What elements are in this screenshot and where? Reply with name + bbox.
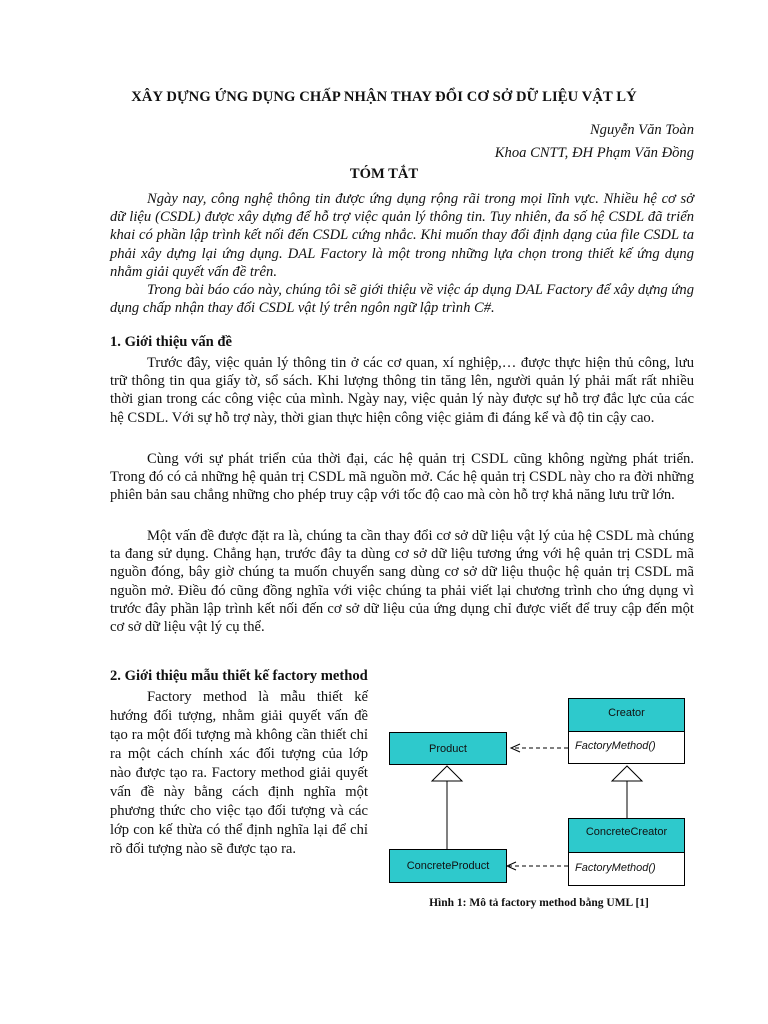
body-paragraph: Factory method là mẫu thiết kế hướng đối tượng, nhằm giải quyết vấn đề tạo ra một đối tượng mà không cần thiết chỉ ra một cách chính xác đối tượng của lớp nào được tạo ra. Factory method giải quyết vấn đề này bằng cách định nghĩa một phương thức cho việc tạo đối tượng và các lớp con kế thừa có thể định nghĩa lại để chỉ rõ đối tượng nào sẽ được tạo ra. (110, 689, 368, 857)
class-creator (568, 698, 685, 764)
class-name: ConcreteCreator (569, 819, 684, 853)
abstract-heading: TÓM TẮT (349, 166, 419, 182)
author-affiliation: Khoa CNTT, ĐH Phạm Văn Đồng (494, 145, 694, 161)
abstract-paragraph: Ngày nay, công nghệ thông tin được ứng dụng rộng rãi trong mọi lĩnh vực. Nhiều hệ cơ sở dữ liệu (CSDL) được xây dựng để hỗ trợ việc quản lý thông tin. Tuy nhiên, đa số hệ CSDL đã triển khai có phần lập trình kết nối đến CSDL cứng nhắc. Khi muốn thay đổi định dạng của file CSDL ta phải xây dựng lại ứng dụng. DAL Factory là một trong những lựa chọn trong thiết kế ứng dụng nhằm giải quyết vấn đề trên. (110, 191, 694, 280)
class-name: Creator (569, 699, 684, 732)
class-name: ConcreteProduct (406, 860, 490, 872)
uml-diagram (385, 695, 693, 887)
inheritance-arrow (612, 766, 642, 781)
paper-title: XÂY DỰNG ỨNG DỤNG CHẤP NHẬN THAY ĐỔI CƠ SỞ DỮ LIỆU VẬT LÝ (131, 89, 637, 105)
body-paragraph: Một vấn đề được đặt ra là, chúng ta cần thay đổi cơ sở dữ liệu vật lý của hệ CSDL mà chúng ta đang sử dụng. Chẳng hạn, trước đây ta dùng cơ sở dữ liệu tương ứng với hệ quản trị CSDL mã nguồn đóng, bây giờ chúng ta muốn chuyển sang dùng cơ sở dữ liệu thuộc hệ quản trị CSDL mã nguồn mở. Điều đó cũng đồng nghĩa với việc chúng ta phải viết lại chương trình cho ứng dụng vì trước đây phần lập trình kết nối đến cơ sở dữ liệu của ứng dụng chỉ được viết để truy cập đến một cơ sở dữ liệu vật lý cụ thể. (110, 528, 694, 636)
body-paragraph: Cùng với sự phát triển của thời đại, các hệ quản trị CSDL cũng không ngừng phát triển. Trong đó có cả những hệ quản trị CSDL mã nguồn mở. Các hệ quản trị CSDL này cho ra đời những phiên bản sau chẳng những cho phép truy cập với tốc độ cao mà còn hỗ trợ khả năng lưu trữ lớn. (110, 451, 694, 504)
class-concrete-product (389, 849, 507, 883)
class-operation: FactoryMethod() (569, 732, 684, 763)
body-paragraph: Trước đây, việc quản lý thông tin ở các cơ quan, xí nghiệp,… được thực hiện thủ công, lưu trữ thông tin qua giấy tờ, sổ sách. Khi lượng thông tin tăng lên, người quản lý phải mất rất nhiều thời gian trong các công việc của mình. Ngày nay, việc quản lý này được sự hỗ trợ đắc lực của các hệ CSDL. Với sự hỗ trợ này, thời gian thực hiện công việc giảm đi đáng kể và độ tin cậy cao. (110, 355, 694, 426)
class-product (389, 732, 507, 765)
class-name: Product (429, 742, 467, 755)
class-concrete-creator (568, 818, 685, 886)
abstract-paragraph: Trong bài báo cáo này, chúng tôi sẽ giới thiệu về việc áp dụng DAL Factory để xây dựng ứng dụng chấp nhận thay đổi CSDL vật lý trên ngôn ngữ lập trình C#. (110, 282, 694, 317)
author-name: Nguyễn Văn Toàn (589, 122, 694, 138)
section-heading: 2. Giới thiệu mẫu thiết kế factory method (110, 668, 368, 684)
class-operation: FactoryMethod() (569, 853, 684, 885)
inheritance-arrow (432, 766, 462, 781)
figure-caption: Hình 1: Mô tả factory method bằng UML [1] (429, 897, 649, 909)
section-heading: 1. Giới thiệu vấn đề (110, 334, 233, 350)
